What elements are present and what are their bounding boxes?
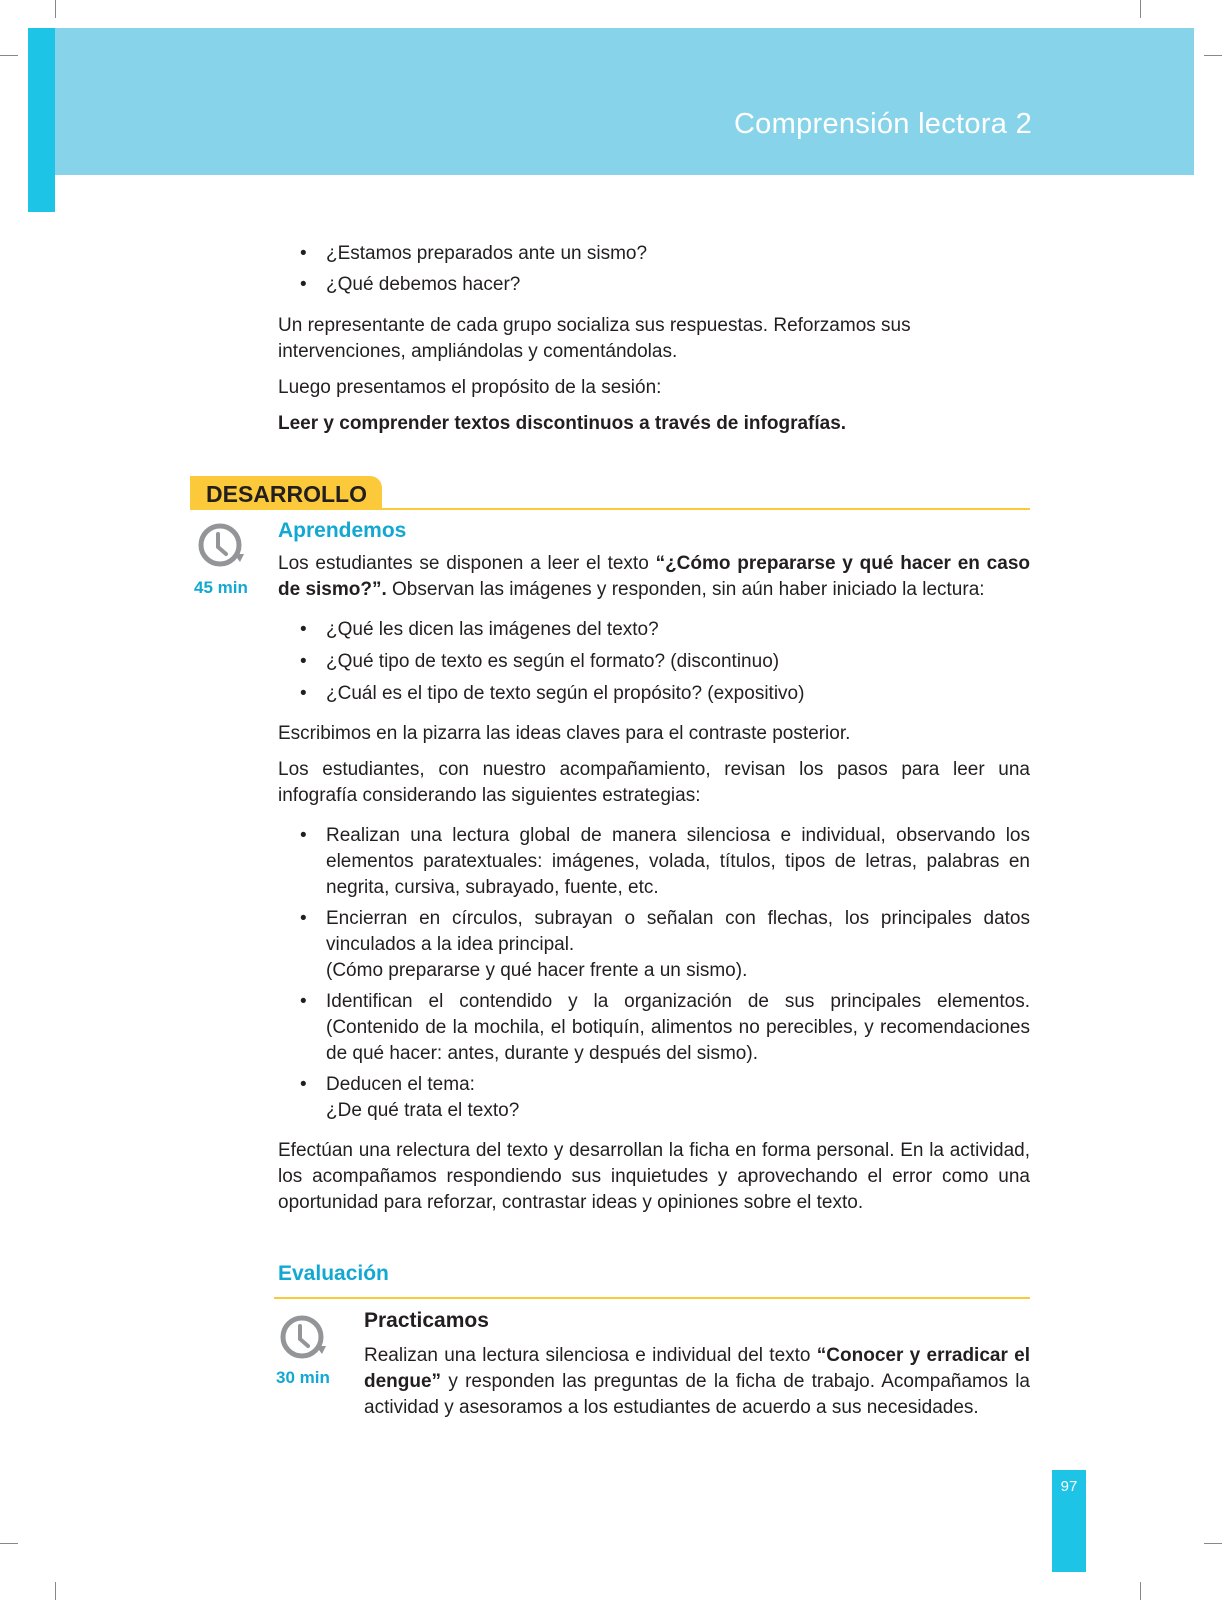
crop-mark <box>1204 1543 1222 1544</box>
crop-mark <box>0 55 18 56</box>
clock-icon <box>196 520 246 575</box>
intro-block <box>278 241 1030 437</box>
crop-mark <box>55 0 56 18</box>
crop-mark <box>1140 0 1141 18</box>
text-run: Realizan una lectura silenciosa e individual del texto <box>364 1345 817 1366</box>
strategy-text: Realizan una lectura global de manera silenciosa e individual, observando los elementos paratextuales: imágenes, volada, títulos, tipos de letras, palabras en negrita, cursiva, subrayado, fuente, etc. <box>326 825 1030 898</box>
intro-bullet-list <box>278 241 1030 298</box>
time-label: 45 min <box>194 578 248 597</box>
heading-aprendemos: Aprendemos <box>278 519 407 542</box>
strategy-note: ¿De qué trata el texto? <box>326 1100 520 1121</box>
list-item <box>278 906 1030 984</box>
section-divider <box>274 1297 1030 1299</box>
list-item: • ¿Cuál es el tipo de texto según el propósito? (expositivo) <box>278 681 1030 707</box>
header-band <box>55 28 1194 175</box>
list-item: • ¿Estamos preparados ante un sismo? <box>278 241 1030 267</box>
text-title-reference: “¿Cómo prepararse y qué hacer en caso de sismo?”. <box>278 553 1030 600</box>
page-number: 97 <box>1060 1478 1078 1495</box>
clock-icon <box>278 1312 328 1367</box>
session-purpose: Leer y comprender textos discontinuos a través de infografías. <box>278 413 847 434</box>
intro-paragraph: Un representante de cada grupo socializa sus respuestas. Reforzamos sus intervenciones, ampliándolas y comentándolas. <box>278 315 911 362</box>
intro-paragraph: Luego presentamos el propósito de la sesión: <box>278 377 662 398</box>
list-item: • ¿Qué les dicen las imágenes del texto? <box>278 617 1030 643</box>
strategy-list <box>278 823 1030 1124</box>
desarrollo-paragraph: Los estudiantes, con nuestro acompañamiento, revisan los pasos para leer una infografía considerando las siguientes estrategias: <box>278 759 1030 806</box>
section-divider <box>190 508 1030 510</box>
strategy-text: Encierran en círculos, subrayan o señalan con flechas, los principales datos vinculados a la idea principal. <box>326 908 1030 955</box>
heading-evaluacion: Evaluación <box>278 1262 389 1285</box>
text-run: Observan las imágenes y responden, sin aún haber iniciado la lectura: <box>386 579 985 600</box>
crop-mark <box>55 1582 56 1600</box>
section-tab-desarrollo: DESARROLLO <box>190 476 382 510</box>
text-run: y responden las preguntas de la ficha de trabajo. Acompañamos la actividad y asesoramos a los estudiantes de acuerdo a sus necesidades. <box>364 1371 1030 1418</box>
evaluacion-content <box>364 1309 1030 1421</box>
crop-mark <box>0 1543 18 1544</box>
list-item <box>278 989 1030 1067</box>
list-item <box>278 823 1030 901</box>
desarrollo-paragraph <box>278 551 1030 603</box>
question-list <box>278 617 1030 707</box>
strategy-note: (Cómo prepararse y qué hacer frente a un sismo). <box>326 960 748 981</box>
evaluacion-paragraph <box>364 1343 1030 1421</box>
list-item: • ¿Qué tipo de texto es según el formato? (discontinuo) <box>278 649 1030 675</box>
heading-practicamos: Practicamos <box>364 1309 489 1332</box>
crop-mark <box>1140 1582 1141 1600</box>
desarrollo-paragraph: Escribimos en la pizarra las ideas claves para el contraste posterior. <box>278 723 851 744</box>
strategy-text: Identifican el contendido y la organización de sus principales elementos. (Contenido de la mochila, el botiquín, alimentos no perecibles, y recomendaciones de qué hacer: antes, durante y después del sismo). <box>326 991 1030 1064</box>
crop-mark <box>1204 55 1222 56</box>
strategy-text: Deducen el tema: <box>326 1074 475 1095</box>
desarrollo-content <box>278 519 1030 1216</box>
header-side-bar <box>28 28 55 212</box>
time-label: 30 min <box>276 1368 330 1387</box>
desarrollo-paragraph: Efectúan una relectura del texto y desarrollan la ficha en forma personal. En la actividad, los acompañamos respondiendo sus inquietudes y aprovechando el error como una oportunidad para reforzar, contrastar ideas y opiniones sobre el texto. <box>278 1140 1030 1213</box>
page-title: Comprensión lectora 2 <box>733 108 1032 140</box>
list-item <box>278 1072 1030 1124</box>
text-title-reference: “Conocer y erradicar el dengue” <box>364 1345 1030 1392</box>
list-item: • ¿Qué debemos hacer? <box>278 272 1030 298</box>
text-run: Los estudiantes se disponen a leer el texto <box>278 553 656 574</box>
